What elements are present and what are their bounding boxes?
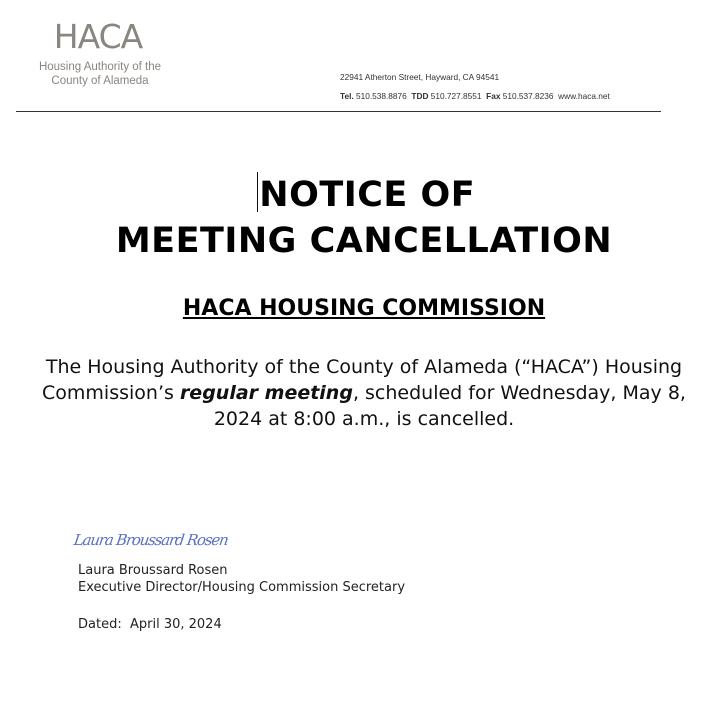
tel-number: 510.538.8876	[356, 91, 407, 101]
dated-label: Dated:	[78, 617, 122, 632]
dated-line	[78, 616, 222, 633]
org-name-line2: County of Alameda	[51, 75, 149, 87]
logo-wordmark-text: HACA	[53, 17, 143, 56]
org-name-line1: Housing Authority of the	[38, 61, 162, 73]
dated-value: April 30, 2024	[129, 617, 222, 632]
signatory-name: Laura Broussard Rosen	[78, 563, 228, 578]
notice-title-line2: MEETING CANCELLATION	[115, 221, 613, 261]
fax-number: 510.537.8236	[502, 91, 554, 101]
body-part1: The Housing Authority of the County of Alameda (“HACA”) Housing Commission’s	[42, 356, 683, 404]
header-divider	[16, 111, 661, 112]
contact-line	[340, 87, 610, 106]
notice-subtitle: HACA HOUSING COMMISSION	[182, 296, 546, 321]
street-address: 22941 Atherton Street, Hayward, CA 94541	[340, 72, 500, 82]
notice-title-text1: NOTICE OF	[259, 175, 476, 215]
fax-label: Fax	[486, 91, 501, 101]
logo-wordmark	[48, 18, 148, 56]
notice-title-line1	[0, 172, 728, 215]
signatory-title: Executive Director/Housing Commission Secretary	[78, 580, 406, 595]
signature: Laura Broussard Rosen	[72, 531, 229, 549]
tdd-number: 510.727.8551	[430, 91, 482, 101]
notice-body	[40, 354, 688, 432]
body-part2: , scheduled for Wednesday, May 8, 2024 at 8:00 a.m., is cancelled.	[213, 382, 686, 430]
org-name	[30, 60, 170, 88]
tdd-label: TDD	[411, 91, 429, 101]
body-emphasis: regular meeting	[179, 382, 353, 404]
website-link[interactable]: www.haca.net	[558, 91, 610, 101]
letterhead-contact	[340, 68, 610, 106]
tel-label: Tel.	[340, 91, 354, 101]
